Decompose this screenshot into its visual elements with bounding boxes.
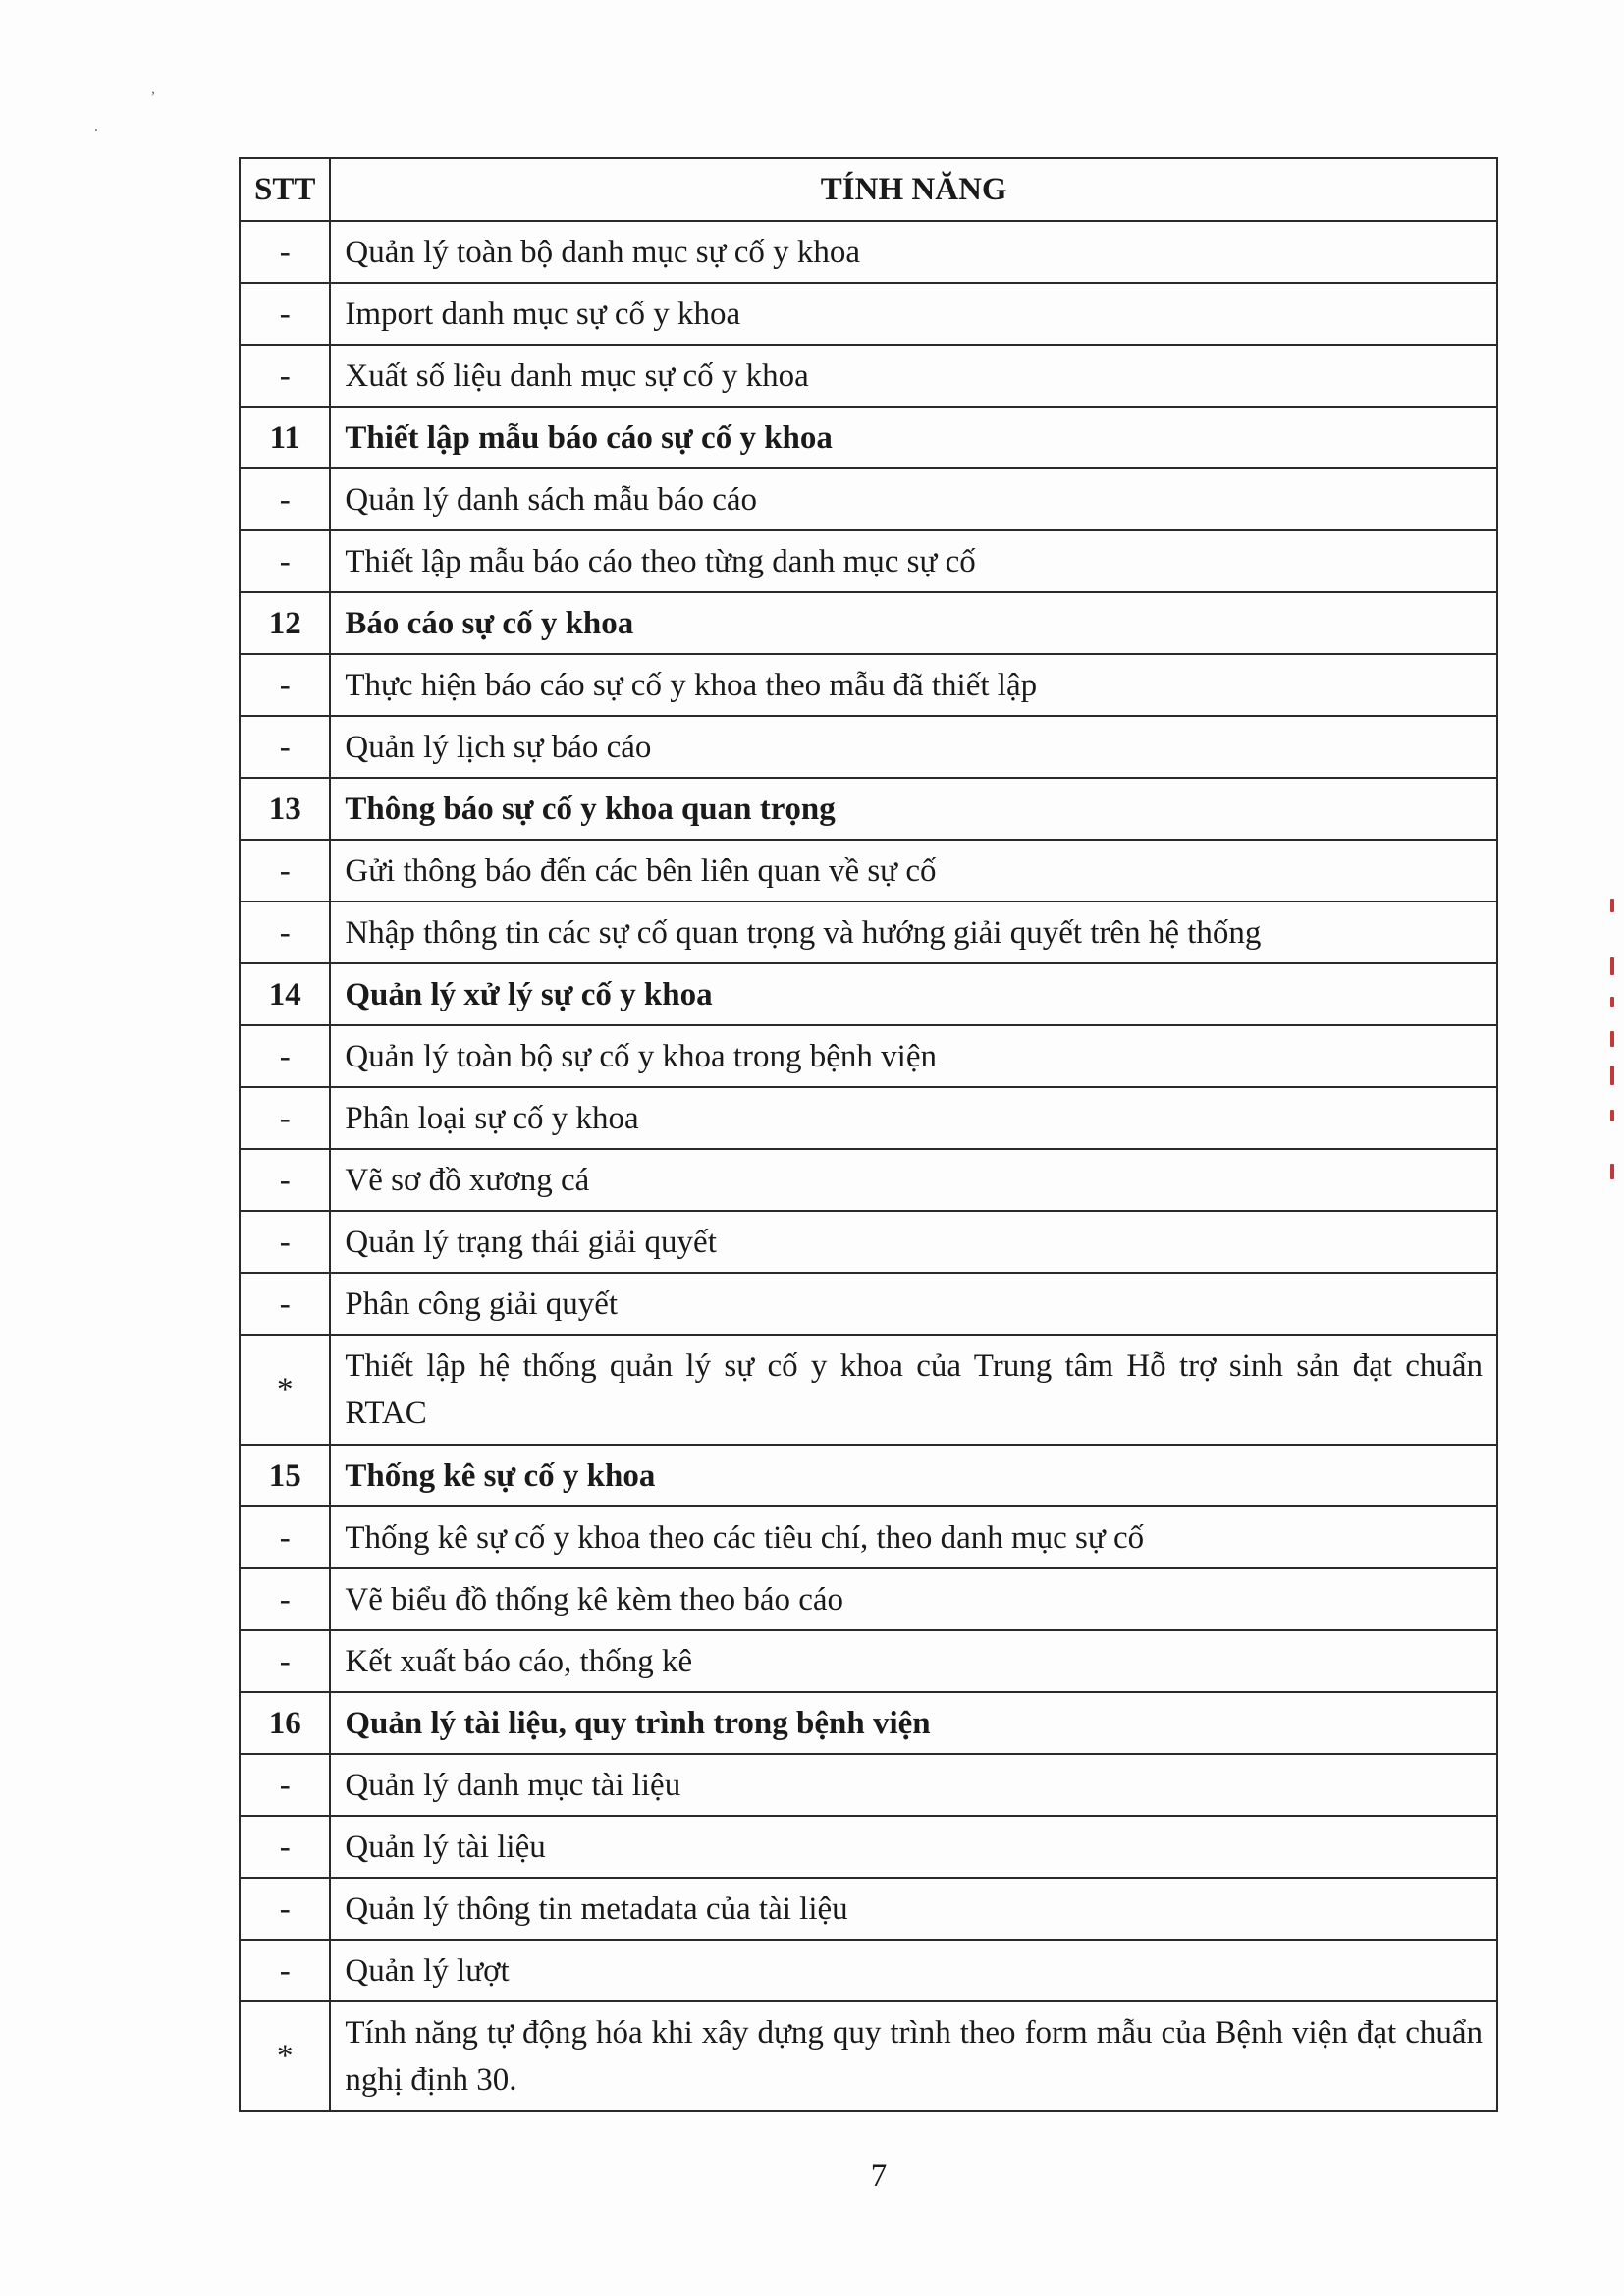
- table-row: [240, 840, 1497, 902]
- scan-speck: .: [94, 118, 98, 135]
- section-title: Thiết lập mẫu báo cáo sự cố y khoa: [330, 407, 1497, 468]
- table-row: [240, 345, 1497, 407]
- table-row: [240, 1754, 1497, 1816]
- feature-description: Tính năng tự động hóa khi xây dựng quy trình theo form mẫu của Bệnh viện đạt chuẩn nghị định 30.: [330, 2001, 1497, 2111]
- section-title: Báo cáo sự cố y khoa: [330, 592, 1497, 654]
- section-row: [240, 963, 1497, 1025]
- table-row: [240, 283, 1497, 345]
- table-body: [240, 221, 1497, 2111]
- feature-description: Quản lý danh mục tài liệu: [330, 1754, 1497, 1816]
- row-stt: 11: [240, 407, 330, 468]
- table-row: [240, 1568, 1497, 1630]
- table-row: [240, 902, 1497, 963]
- table-row: [240, 716, 1497, 778]
- table-row: [240, 1816, 1497, 1878]
- row-stt: -: [240, 468, 330, 530]
- table-row: [240, 1211, 1497, 1273]
- feature-description: Gửi thông báo đến các bên liên quan về sự cố: [330, 840, 1497, 902]
- row-stt: -: [240, 345, 330, 407]
- row-stt: -: [240, 1878, 330, 1940]
- row-stt: -: [240, 1940, 330, 2001]
- feature-description: Quản lý danh sách mẫu báo cáo: [330, 468, 1497, 530]
- section-title: Quản lý tài liệu, quy trình trong bệnh viện: [330, 1692, 1497, 1754]
- row-stt: *: [240, 2001, 330, 2111]
- row-stt: -: [240, 716, 330, 778]
- row-stt: -: [240, 1149, 330, 1211]
- table-row: [240, 1630, 1497, 1692]
- row-stt: -: [240, 1630, 330, 1692]
- feature-description: Quản lý lượt: [330, 1940, 1497, 2001]
- row-stt: 12: [240, 592, 330, 654]
- row-stt: 16: [240, 1692, 330, 1754]
- section-row: [240, 592, 1497, 654]
- section-title: Thống kê sự cố y khoa: [330, 1445, 1497, 1506]
- feature-table: [239, 157, 1498, 2112]
- stamp-edge-mark: [1608, 899, 1620, 1183]
- table-header-row: [240, 158, 1497, 221]
- row-stt: -: [240, 530, 330, 592]
- table-row: [240, 468, 1497, 530]
- feature-description: Thiết lập hệ thống quản lý sự cố y khoa của Trung tâm Hỗ trợ sinh sản đạt chuẩn RTAC: [330, 1335, 1497, 1445]
- row-stt: -: [240, 1211, 330, 1273]
- row-stt: -: [240, 840, 330, 902]
- row-stt: -: [240, 1754, 330, 1816]
- table-row: [240, 530, 1497, 592]
- row-stt: -: [240, 902, 330, 963]
- row-stt: -: [240, 1816, 330, 1878]
- feature-description: Import danh mục sự cố y khoa: [330, 283, 1497, 345]
- table-row: [240, 1025, 1497, 1087]
- section-row: [240, 778, 1497, 840]
- feature-description: Nhập thông tin các sự cố quan trọng và hướng giải quyết trên hệ thống: [330, 902, 1497, 963]
- table-row: [240, 1940, 1497, 2001]
- feature-description: Quản lý lịch sự báo cáo: [330, 716, 1497, 778]
- feature-description: Phân loại sự cố y khoa: [330, 1087, 1497, 1149]
- row-stt: -: [240, 1087, 330, 1149]
- table-row: [240, 1087, 1497, 1149]
- table-row: [240, 1149, 1497, 1211]
- table-row: [240, 1273, 1497, 1335]
- row-stt: -: [240, 283, 330, 345]
- table-row: [240, 221, 1497, 283]
- feature-description: Thống kê sự cố y khoa theo các tiêu chí, theo danh mục sự cố: [330, 1506, 1497, 1568]
- row-stt: -: [240, 1025, 330, 1087]
- feature-description: Vẽ sơ đồ xương cá: [330, 1149, 1497, 1211]
- section-title: Thông báo sự cố y khoa quan trọng: [330, 778, 1497, 840]
- feature-description: Quản lý toàn bộ danh mục sự cố y khoa: [330, 221, 1497, 283]
- feature-description: Quản lý thông tin metadata của tài liệu: [330, 1878, 1497, 1940]
- row-stt: -: [240, 221, 330, 283]
- row-stt: -: [240, 1506, 330, 1568]
- feature-description: Thiết lập mẫu báo cáo theo từng danh mục sự cố: [330, 530, 1497, 592]
- feature-description: Quản lý trạng thái giải quyết: [330, 1211, 1497, 1273]
- row-stt: *: [240, 1335, 330, 1445]
- row-stt: -: [240, 1273, 330, 1335]
- feature-description: Quản lý tài liệu: [330, 1816, 1497, 1878]
- section-row: [240, 1692, 1497, 1754]
- header-feature: TÍNH NĂNG: [330, 158, 1497, 221]
- feature-description: Xuất số liệu danh mục sự cố y khoa: [330, 345, 1497, 407]
- feature-description: Vẽ biểu đồ thống kê kèm theo báo cáo: [330, 1568, 1497, 1630]
- feature-description: Thực hiện báo cáo sự cố y khoa theo mẫu đã thiết lập: [330, 654, 1497, 716]
- table-row: [240, 1335, 1497, 1445]
- section-row: [240, 1445, 1497, 1506]
- table-row: [240, 1878, 1497, 1940]
- row-stt: -: [240, 654, 330, 716]
- row-stt: -: [240, 1568, 330, 1630]
- section-title: Quản lý xử lý sự cố y khoa: [330, 963, 1497, 1025]
- section-row: [240, 407, 1497, 468]
- table-row: [240, 1506, 1497, 1568]
- feature-description: Phân công giải quyết: [330, 1273, 1497, 1335]
- scan-speck: ,: [151, 81, 155, 97]
- table-row: [240, 2001, 1497, 2111]
- page-number: 7: [870, 2159, 888, 2194]
- header-stt: STT: [240, 158, 330, 221]
- row-stt: 14: [240, 963, 330, 1025]
- feature-description: Quản lý toàn bộ sự cố y khoa trong bệnh viện: [330, 1025, 1497, 1087]
- row-stt: 13: [240, 778, 330, 840]
- feature-description: Kết xuất báo cáo, thống kê: [330, 1630, 1497, 1692]
- row-stt: 15: [240, 1445, 330, 1506]
- table-row: [240, 654, 1497, 716]
